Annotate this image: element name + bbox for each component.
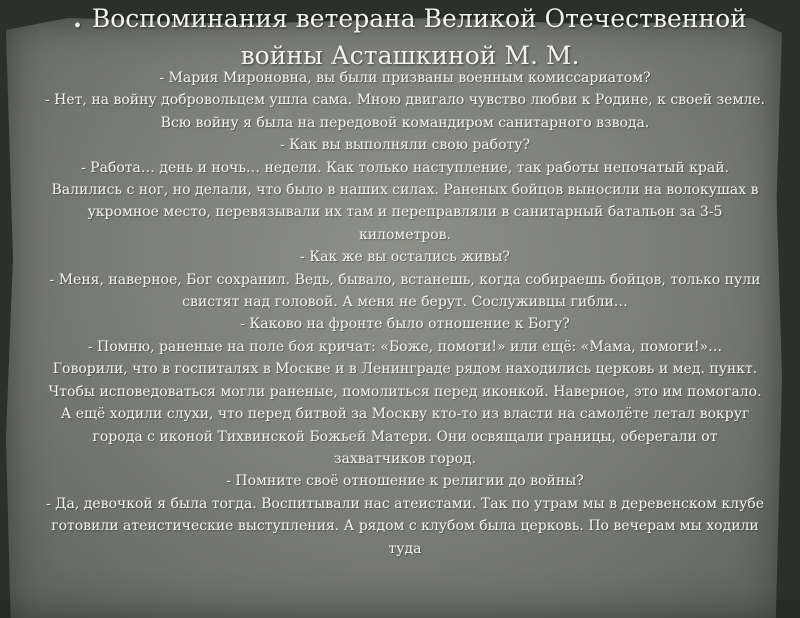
slide-title	[60, 0, 760, 74]
answer-paragraph: - Меня, наверное, Бог сохранил. Ведь, бывало, встанешь, когда собираешь бойцов, только пули свистят над головой. А меня не берут. Сослуживцы гибли…	[49, 271, 761, 311]
title-bullet: .	[73, 4, 82, 33]
answer-paragraph: - Нет, на войну добровольцем ушла сама. Мною двигало чувство любви к Родине, к своей земле. Всю войну я была на передовой командиром санитарного взвода.	[45, 92, 765, 131]
question-paragraph: - Помните своё отношение к религии до войны?	[226, 473, 584, 490]
question-paragraph: - Как же вы остались живы?	[300, 249, 510, 266]
answer-paragraph: - Да, девочкой я была тогда. Воспитывали нас атеистами. Так по утрам мы в деревенском клубе готовили атеистические выступления. А рядом с клубом была церковь. По вечерам мы ходили туда	[45, 495, 765, 557]
interview-text	[45, 67, 765, 560]
question-paragraph: - Мария Мироновна, вы были призваны военным комиссариатом?	[159, 70, 651, 86]
title-text-1: Воспоминания ветерана Великой Отечественной	[91, 4, 747, 33]
title-line-1	[60, 0, 760, 37]
answer-paragraph: - Помню, раненые на поле боя кричат: «Боже, помоги!» или ещё: «Мама, помоги!»…	[87, 338, 723, 355]
title-line-2: войны Асташкиной М. М.	[240, 41, 580, 70]
answer-paragraph: - Работа… день и ночь… недели. Как только наступление, так работы непочатый край. Валились с ног, но делали, что было в наших силах. Раненых бойцов выносили на волокушах в укромное место, перевязывали их там и переправляли в санитарный батальон за 3-5 километров.	[51, 159, 759, 243]
question-paragraph: - Каково на фронте было отношение к Богу?	[240, 316, 570, 333]
question-paragraph: - Как вы выполняли свою работу?	[280, 137, 530, 154]
answer-paragraph: Говорили, что в госпиталях в Москве и в Ленинграде рядом находились церковь и мед. пункт. Чтобы исповедоваться могли раненые, помолиться перед иконкой. Наверное, это им помогало. А ещё ходили слухи, что перед битвой за Москву кто-то из власти на самолёте летал вокруг города с иконой Тихвинской Божьей Матери. Они освящали границы, оберегали от захватчиков город.	[48, 361, 762, 467]
